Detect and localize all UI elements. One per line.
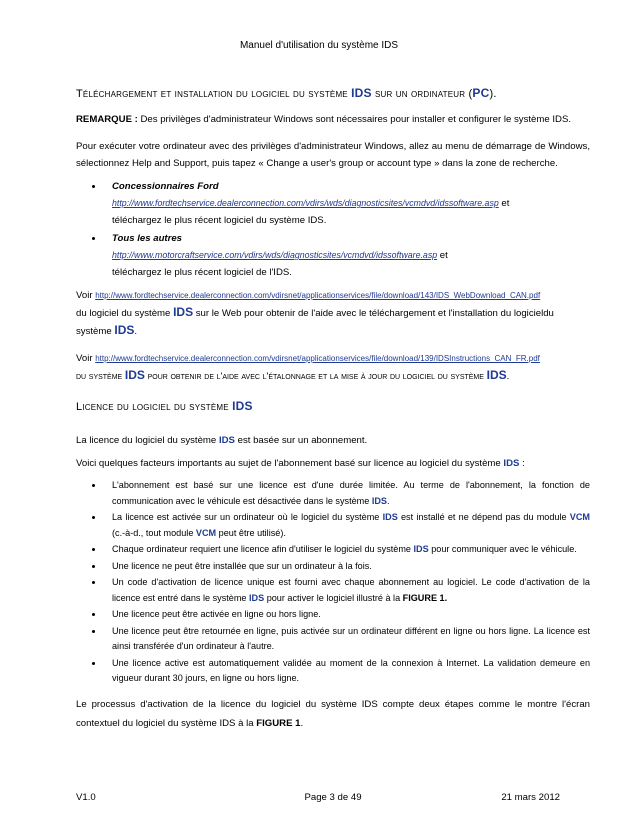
bullet-title: Concessionnaires Ford: [112, 181, 219, 192]
web-download-link[interactable]: http://www.fordtechservice.dealerconnection.com/vdirsnet/applicationservices/file/download/143/IDS_WebDownload_CAN.pdf: [95, 291, 541, 300]
heading-text: Téléchargement et installation du logiciel du système: [76, 88, 348, 100]
text: Le processus d'activation de la licence du logiciel du système IDS compte deux étapes comme le montre l'écran contextuel du logiciel du système IDS à la: [76, 698, 590, 729]
text: Un code d'activation de licence unique est fourni avec chaque abonnement au logiciel. Le code d'activation de la licence est entré dans le système: [112, 577, 590, 603]
heading-ids: IDS: [351, 86, 372, 100]
text: pour activer le logiciel illustré à la: [266, 592, 401, 603]
see-text: du système: [76, 371, 123, 382]
list-item: • Une licence ne peut être installée que sur un ordinateur à la fois.: [104, 559, 590, 575]
ids-label: IDS: [382, 512, 398, 522]
text: (c.-à-d., tout module: [112, 527, 194, 538]
list-item: [104, 230, 590, 281]
text: La licence est activée sur un ordinateur où le logiciel du système: [112, 512, 380, 522]
heading-pc: PC: [472, 86, 490, 100]
remark-text: Des privilèges d'administrateur Windows sont nécessaires pour installer et configurer le système IDS.: [140, 114, 572, 125]
ids-label: IDS: [503, 458, 520, 469]
ids-label: IDS: [173, 305, 194, 319]
admin-paragraph: Pour exécuter votre ordinateur avec des privilèges d'administrateur Windows, allez au menu de démarrage de Windows, sélectionnez Help and Support, puis tapez « Change a user's group or account type » dans la zone de recherche.: [76, 141, 590, 169]
download-list: [76, 178, 590, 281]
ids-label: IDS: [248, 592, 265, 603]
list-item: [104, 575, 590, 606]
heading-ids: IDS: [232, 399, 253, 413]
list-item: [104, 510, 590, 541]
list-item: [104, 178, 590, 229]
see-end: .: [134, 326, 138, 337]
text: est basée sur un abonnement.: [237, 435, 368, 446]
motorcraft-link[interactable]: http://www.motorcraftservice.com/vdirs/wds/diagnosticsites/vcmdvd/idssoftware.asp: [112, 250, 438, 260]
voir-label: Voir: [76, 290, 93, 301]
bullet-line2: téléchargez le plus récent logiciel du système IDS.: [112, 215, 327, 226]
footer-date: 21 mars 2012: [501, 792, 560, 803]
bullet-title: Tous les autres: [112, 233, 183, 244]
licence-intro: [76, 432, 590, 449]
figure-ref: FIGURE 1: [256, 717, 301, 729]
activation-paragraph: [76, 695, 590, 733]
list-item: • Une licence active est automatiquement validée au moment de la connexion à Internet. La validation demeure en vigueur durant 30 jours, en ligne ou hors ligne.: [104, 656, 590, 687]
text: peut être utilisé).: [218, 527, 286, 538]
text: pour communiquer avec le véhicule.: [431, 544, 577, 554]
see-text: du logiciel du système: [76, 308, 171, 319]
bullet-after-url: et: [439, 250, 448, 261]
text: L'abonnement est basé sur une licence est d'une durée limitée. Au terme de l'abonnement, la fonction de communication avec le véhicule est désactivée dans le système: [112, 480, 590, 506]
list-item: [104, 542, 590, 558]
text: .: [300, 717, 304, 729]
remark-label: REMARQUE :: [76, 114, 138, 125]
list-item: [104, 478, 590, 509]
see-text-2: sur le Web pour obtenir de l'aide avec le téléchargement et l'installation du logicieldu système: [76, 308, 554, 337]
section-heading-licence: [76, 395, 590, 418]
text: .: [386, 495, 390, 506]
licence-list: [76, 478, 590, 687]
ids-label: IDS: [218, 435, 235, 446]
bullet-line2: téléchargez le plus récent logiciel de l'IDS.: [112, 267, 292, 278]
see-download-paragraph: [76, 287, 590, 340]
licence-factors: [76, 455, 590, 472]
footer-version: V1.0: [76, 792, 96, 803]
page-content: [76, 82, 590, 739]
text: Chaque ordinateur requiert une licence afin d'utiliser le logiciel du système: [112, 544, 411, 554]
heading-end: ).: [489, 88, 497, 100]
voir-label: Voir: [76, 353, 93, 364]
ids-label: IDS: [124, 368, 145, 382]
section-heading-download: [76, 82, 590, 105]
vcm-label: VCM: [195, 527, 217, 538]
list-item: • Une licence peut être activée en ligne ou hors ligne.: [104, 607, 590, 623]
dealer-link[interactable]: http://www.fordtechservice.dealerconnection.com/vdirs/wds/diagnosticsites/vcmdvd/idssoftware.asp: [112, 198, 499, 208]
text: La licence du logiciel du système: [76, 435, 217, 446]
text: .: [444, 592, 448, 603]
text: est installé et ne dépend pas du module: [400, 512, 567, 522]
figure-ref: FIGURE 1: [402, 592, 445, 603]
ids-label: IDS: [371, 495, 387, 506]
page-header: Manuel d'utilisation du système IDS: [239, 40, 399, 51]
heading-text-2: sur un ordinateur (: [375, 88, 473, 100]
text: Voici quelques facteurs importants au sujet de l'abonnement basé sur licence au logiciel du système: [76, 458, 501, 469]
see-instructions-paragraph: [76, 350, 590, 385]
vcm-label: VCM: [569, 512, 590, 522]
bullet-after-url: et: [501, 198, 510, 209]
list-item: • Une licence peut être retournée en ligne, puis activée sur un ordinateur différent en ligne ou hors ligne. La licence est ainsi transférée d'un ordinateur à l'autre.: [104, 624, 590, 655]
instructions-link[interactable]: http://www.fordtechservice.dealerconnection.com/vdirsnet/applicationservices/file/download/139/IDSInstructions_CAN_FR.pdf: [95, 354, 540, 363]
heading-text: Licence du logiciel du système: [76, 401, 229, 413]
text: :: [522, 458, 525, 469]
ids-label: IDS: [486, 368, 507, 382]
footer-page-number: Page 3 de 49: [304, 792, 362, 803]
see-end: .: [506, 371, 510, 382]
remark-paragraph: [76, 111, 590, 128]
ids-label: IDS: [413, 544, 429, 554]
ids-label: IDS: [114, 323, 135, 337]
see-text-2: pour obtenir de l'aide avec l'étalonnage et la mise à jour du logiciel du système: [147, 371, 484, 382]
